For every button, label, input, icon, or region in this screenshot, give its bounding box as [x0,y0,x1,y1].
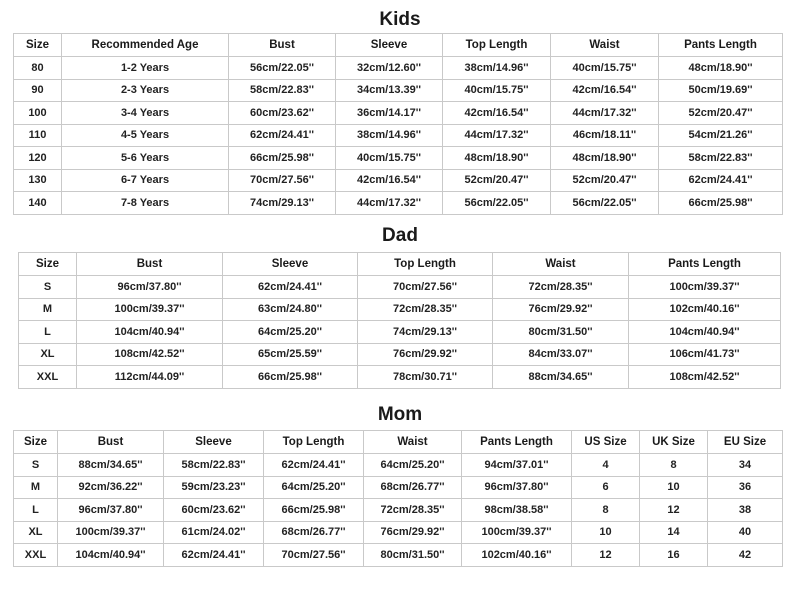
table-cell: XL [14,521,58,544]
table-cell: 42cm/16.54'' [443,102,551,125]
table-row [19,321,781,344]
table-cell: 58cm/22.83'' [229,79,336,102]
table-cell: 36 [708,476,783,499]
table-cell: 66cm/25.98'' [264,499,364,522]
mom-header-cell: Top Length [264,431,364,454]
table-cell: 48cm/18.90'' [443,147,551,170]
table-cell: 36cm/14.17'' [336,102,443,125]
table-cell: 94cm/37.01'' [462,454,572,477]
table-cell: 56cm/22.05'' [551,192,659,215]
table-cell: 62cm/24.41'' [264,454,364,477]
table-cell: 16 [640,544,708,567]
table-cell: 102cm/40.16'' [629,298,781,321]
table-cell: S [19,276,77,299]
table-cell: 62cm/24.41'' [229,124,336,147]
table-row [14,102,783,125]
table-cell: 76cm/29.92'' [493,298,629,321]
table-cell: 66cm/25.98'' [659,192,783,215]
table-cell: 72cm/28.35'' [358,298,493,321]
table-cell: 74cm/29.13'' [229,192,336,215]
table-cell: 42cm/16.54'' [551,79,659,102]
table-cell: 110 [14,124,62,147]
table-cell: 70cm/27.56'' [358,276,493,299]
table-cell: 3-4 Years [62,102,229,125]
mom-header-cell: Waist [364,431,462,454]
table-cell: 108cm/42.52'' [77,343,223,366]
table-cell: 102cm/40.16'' [462,544,572,567]
table-cell: 12 [640,499,708,522]
table-cell: 42 [708,544,783,567]
table-cell: 8 [640,454,708,477]
table-cell: 100cm/39.37'' [629,276,781,299]
table-cell: 62cm/24.41'' [164,544,264,567]
table-cell: 72cm/28.35'' [493,276,629,299]
table-row [14,544,783,567]
table-cell: 48cm/18.90'' [551,147,659,170]
table-cell: 44cm/17.32'' [551,102,659,125]
table-cell: 34 [708,454,783,477]
mom-header-cell: Size [14,431,58,454]
table-cell: 66cm/25.98'' [223,366,358,389]
dad-header-cell: Pants Length [629,253,781,276]
table-cell: 40cm/15.75'' [443,79,551,102]
table-cell: XXL [14,544,58,567]
table-cell: 100cm/39.37'' [77,298,223,321]
table-cell: 62cm/24.41'' [223,276,358,299]
table-cell: 8 [572,499,640,522]
kids-section-title: Kids [379,9,421,30]
dad-header-cell: Top Length [358,253,493,276]
table-cell: 108cm/42.52'' [629,366,781,389]
table-cell: 1-2 Years [62,57,229,80]
table-cell: 98cm/38.58'' [462,499,572,522]
mom-header-cell: Sleeve [164,431,264,454]
kids-header-cell: Waist [551,34,659,57]
dad-header-cell: Size [19,253,77,276]
table-cell: 96cm/37.80'' [58,499,164,522]
table-row [14,57,783,80]
table-cell: 40cm/15.75'' [336,147,443,170]
table-cell: 106cm/41.73'' [629,343,781,366]
table-cell: 62cm/24.41'' [659,169,783,192]
table-cell: 63cm/24.80'' [223,298,358,321]
table-row [14,192,783,215]
table-cell: 40 [708,521,783,544]
table-cell: 2-3 Years [62,79,229,102]
table-cell: 96cm/37.80'' [77,276,223,299]
table-row [19,298,781,321]
table-cell: S [14,454,58,477]
table-cell: 100cm/39.37'' [58,521,164,544]
table-cell: L [14,499,58,522]
table-row [14,124,783,147]
kids-header-cell: Top Length [443,34,551,57]
table-cell: 100cm/39.37'' [462,521,572,544]
kids-size-table [13,33,783,215]
table-row [19,276,781,299]
table-cell: 14 [640,521,708,544]
table-cell: 100 [14,102,62,125]
dad-header-cell: Sleeve [223,253,358,276]
table-row [14,147,783,170]
table-cell: 38 [708,499,783,522]
table-cell: 70cm/27.56'' [264,544,364,567]
table-cell: 44cm/17.32'' [336,192,443,215]
table-cell: 38cm/14.96'' [443,57,551,80]
table-cell: 130 [14,169,62,192]
table-cell: 10 [640,476,708,499]
table-cell: 56cm/22.05'' [229,57,336,80]
table-cell: 66cm/25.98'' [229,147,336,170]
table-cell: 56cm/22.05'' [443,192,551,215]
dad-section-title: Dad [382,225,418,246]
table-cell: 104cm/40.94'' [629,321,781,344]
table-cell: 112cm/44.09'' [77,366,223,389]
table-row [14,521,783,544]
mom-header-row [14,431,783,454]
table-cell: 120 [14,147,62,170]
kids-header-cell: Pants Length [659,34,783,57]
table-cell: 104cm/40.94'' [77,321,223,344]
kids-header-cell: Recommended Age [62,34,229,57]
table-cell: 58cm/22.83'' [659,147,783,170]
table-cell: 80cm/31.50'' [493,321,629,344]
mom-section-title: Mom [377,404,423,425]
table-cell: 64cm/25.20'' [223,321,358,344]
table-cell: 34cm/13.39'' [336,79,443,102]
table-row [14,169,783,192]
table-cell: 76cm/29.92'' [364,521,462,544]
table-cell: 60cm/23.62'' [229,102,336,125]
mom-size-table [13,430,783,567]
table-cell: 12 [572,544,640,567]
dad-header-cell: Bust [77,253,223,276]
mom-header-cell: Bust [58,431,164,454]
table-cell: M [19,298,77,321]
table-cell: XL [19,343,77,366]
table-cell: 42cm/16.54'' [336,169,443,192]
table-cell: 140 [14,192,62,215]
table-cell: 88cm/34.65'' [493,366,629,389]
table-row [14,79,783,102]
table-cell: 61cm/24.02'' [164,521,264,544]
dad-header-cell: Waist [493,253,629,276]
table-cell: L [19,321,77,344]
table-cell: 46cm/18.11'' [551,124,659,147]
table-cell: 60cm/23.62'' [164,499,264,522]
table-row [19,343,781,366]
table-cell: 84cm/33.07'' [493,343,629,366]
mom-header-cell: UK Size [640,431,708,454]
table-cell: XXL [19,366,77,389]
table-cell: 5-6 Years [62,147,229,170]
table-cell: 80 [14,57,62,80]
table-cell: 64cm/25.20'' [264,476,364,499]
table-cell: 78cm/30.71'' [358,366,493,389]
table-row [19,366,781,389]
table-cell: 59cm/23.23'' [164,476,264,499]
dad-size-table [18,252,781,389]
table-cell: 44cm/17.32'' [443,124,551,147]
table-cell: 68cm/26.77'' [264,521,364,544]
table-row [14,454,783,477]
kids-header-cell: Bust [229,34,336,57]
table-cell: 76cm/29.92'' [358,343,493,366]
table-cell: 88cm/34.65'' [58,454,164,477]
table-cell: 54cm/21.26'' [659,124,783,147]
table-cell: 4-5 Years [62,124,229,147]
mom-header-cell: EU Size [708,431,783,454]
table-cell: 64cm/25.20'' [364,454,462,477]
table-cell: 80cm/31.50'' [364,544,462,567]
table-cell: 68cm/26.77'' [364,476,462,499]
table-cell: 40cm/15.75'' [551,57,659,80]
table-cell: 6 [572,476,640,499]
table-cell: 52cm/20.47'' [443,169,551,192]
table-cell: 58cm/22.83'' [164,454,264,477]
table-cell: 72cm/28.35'' [364,499,462,522]
kids-header-cell: Sleeve [336,34,443,57]
table-cell: 96cm/37.80'' [462,476,572,499]
table-cell: 52cm/20.47'' [551,169,659,192]
table-cell: 50cm/19.69'' [659,79,783,102]
mom-header-cell: US Size [572,431,640,454]
table-cell: 10 [572,521,640,544]
table-cell: 74cm/29.13'' [358,321,493,344]
table-cell: 4 [572,454,640,477]
table-cell: 48cm/18.90'' [659,57,783,80]
table-cell: 92cm/36.22'' [58,476,164,499]
kids-header-row [14,34,783,57]
table-row [14,476,783,499]
kids-header-cell: Size [14,34,62,57]
table-cell: 90 [14,79,62,102]
table-cell: 65cm/25.59'' [223,343,358,366]
table-cell: 70cm/27.56'' [229,169,336,192]
table-cell: 52cm/20.47'' [659,102,783,125]
table-cell: 32cm/12.60'' [336,57,443,80]
table-row [14,499,783,522]
table-cell: M [14,476,58,499]
table-cell: 6-7 Years [62,169,229,192]
table-cell: 104cm/40.94'' [58,544,164,567]
dad-header-row [19,253,781,276]
table-cell: 7-8 Years [62,192,229,215]
table-cell: 38cm/14.96'' [336,124,443,147]
mom-header-cell: Pants Length [462,431,572,454]
